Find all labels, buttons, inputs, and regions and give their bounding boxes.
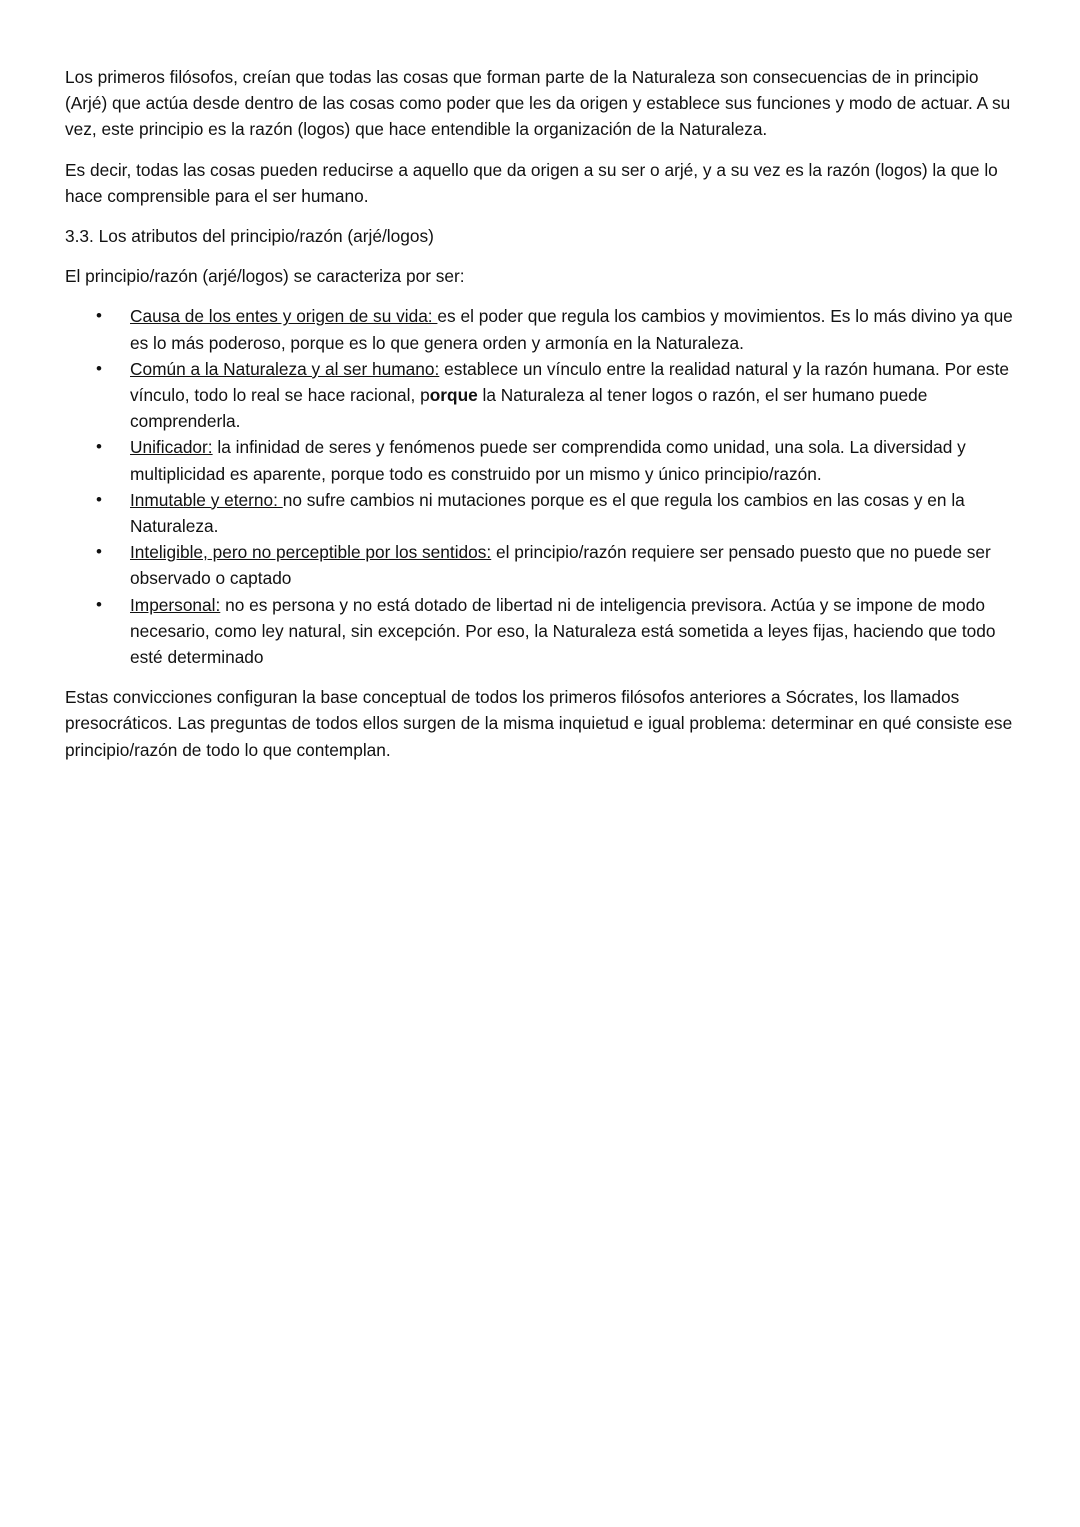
attribute-text: no es persona y no está dotado de libertad ni de inteligencia previsora. Actúa y se impone de modo necesario, como ley natural, sin excepción. Por eso, la Naturaleza está sometida a leyes fijas, haciendo que todo esté determinado [130, 594, 996, 668]
attribute-text: es el poder que regula los cambios y movimientos. Es lo más divino ya que es lo más poderoso, porque es lo que genera orden y armonía en la Naturaleza. [130, 306, 1013, 353]
closing-paragraph: Estas convicciones configuran la base conceptual de todos los primeros filósofos anteriores a Sócrates, los llamados presocráticos. Las preguntas de todos ellos surgen de la misma inquietud e igual problema: determinar en qué consiste ese principio/razón de todo lo que contemplan. [65, 687, 1013, 760]
document-page [65, 64, 1017, 777]
list-item [96, 539, 1017, 591]
bullet-icon: • [96, 306, 102, 326]
attribute-term: Común a la Naturaleza y al ser humano: [130, 358, 440, 379]
attribute-term: Inmutable y eterno: [130, 489, 283, 510]
list-item [96, 592, 1017, 671]
bullet-icon: • [96, 489, 102, 509]
list-item [96, 356, 1017, 435]
list-item [96, 487, 1017, 539]
intro-paragraph: Los primeros filósofos, creían que todas las cosas que forman parte de la Naturaleza son consecuencias de in principio (Arjé) que actúa desde dentro de las cosas como poder que les da origen y establece sus funciones y modo de actuar. A su vez, este principio es la razón (logos) que hace entendible la organización de la Naturaleza. [65, 67, 1011, 140]
attribute-text: establece un vínculo entre la realidad natural y la razón humana. Por este vínculo, todo lo real se hace racional, p [130, 358, 1009, 406]
bullet-icon: • [96, 594, 102, 614]
list-item [96, 303, 1017, 355]
attribute-text-after: la Naturaleza al tener logos o razón, el ser humano puede comprenderla. [130, 385, 928, 432]
bullet-icon: • [96, 542, 102, 562]
list-intro: El principio/razón (arjé/logos) se caracteriza por ser: [65, 266, 465, 287]
attribute-bold-text: orque [429, 385, 478, 406]
attribute-term: Impersonal: [130, 594, 221, 615]
list-item [96, 434, 1017, 486]
bullet-icon: • [96, 437, 102, 457]
attributes-list [65, 303, 1017, 670]
bullet-icon: • [96, 358, 102, 378]
section-heading: 3.3. Los atributos del principio/razón (arjé/logos) [65, 226, 434, 247]
summary-paragraph: Es decir, todas las cosas pueden reducirse a aquello que da origen a su ser o arjé, y a su vez es la razón (logos) la que lo hace comprensible para el ser humano. [65, 159, 998, 206]
attribute-term: Inteligible, pero no perceptible por los sentidos: [130, 542, 492, 563]
attribute-text: el principio/razón requiere ser pensado puesto que no puede ser observado o captado [130, 542, 991, 589]
attribute-text: no sufre cambios ni mutaciones porque es el que regula los cambios en las cosas y en la Naturaleza. [130, 489, 965, 537]
attribute-term: Unificador: [130, 437, 213, 458]
attribute-term: Causa de los entes y origen de su vida: [130, 306, 438, 327]
attribute-text: la infinidad de seres y fenómenos puede ser comprendida como unidad, una sola. La diversidad y multiplicidad es aparente, porque todo es construido por un mismo y único principio/razón. [130, 437, 966, 484]
